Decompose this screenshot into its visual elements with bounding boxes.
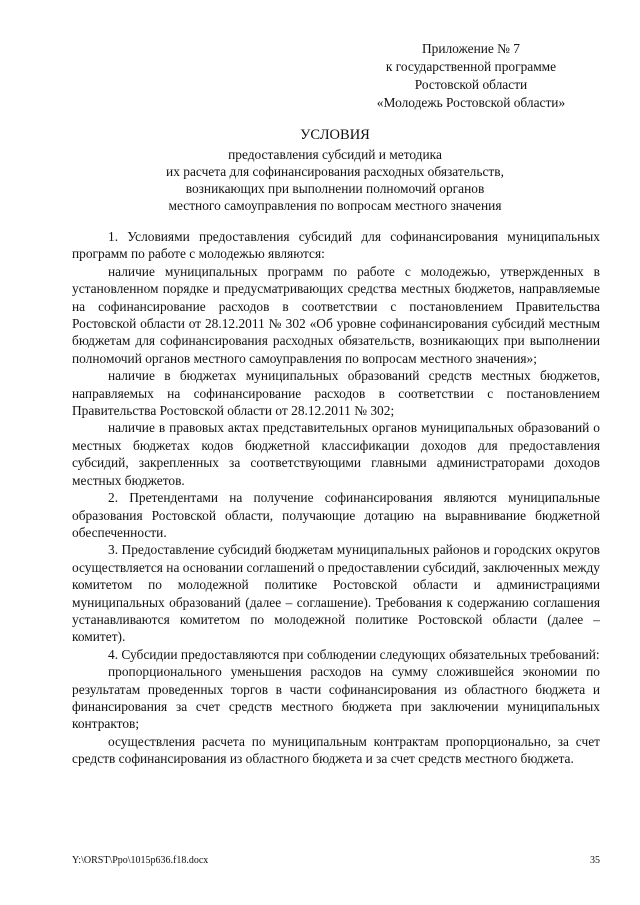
body-paragraph: осуществления расчета по муниципальным контрактам пропорционально, за счет средств софинансирования из областного бюджета и за счет средств местного бюджета. — [72, 733, 600, 767]
body-paragraph: 1. Условиями предоставления субсидий для софинансирования муниципальных программ по работе с молодежью являются: — [72, 229, 600, 262]
body-paragraph: 3. Предоставление субсидий бюджетам муниципальных районов и городских округов осуществляется на основании соглашений о предоставлении субсидий, заключенных между комитетом по молодежной политике Ростовской области и администрациями муниципальных образований (далее – соглашение). Требования к содержанию соглашения устанавливаются комитетом по молодежной политике Ростовской области (далее – комитет). — [72, 542, 600, 645]
title-subtitle-line: возникающих при выполнении полномочий органов — [185, 181, 485, 196]
body-paragraph: пропорционального уменьшения расходов на сумму сложившейся экономии по результатам проведенных торгов в части софинансирования из областного бюджета и финансирования за счет средств местного бюджета при заключении муниципальных контрактов; — [72, 664, 600, 732]
title-subtitle-line: их расчета для софинансирования расходных обязательств, — [166, 164, 504, 179]
appendix-line: Ростовской области — [414, 77, 528, 92]
appendix-line: Приложение № 7 — [421, 41, 521, 56]
body-paragraph: наличие в правовых актах представительных органов муниципальных образований о местных бюджетах кодов бюджетной классификации доходов для предоставления субсидий, закрепленных за соответствующими главными администраторами доходов местных бюджетов. — [72, 420, 600, 488]
title-subtitle-line: предоставления субсидий и методика — [228, 147, 442, 162]
footer-page-number: 35 — [590, 855, 600, 866]
footer-file-path: Y:\ORST\Ppo\1015p636.f18.docx — [72, 855, 209, 866]
document-title — [70, 126, 600, 214]
body-paragraph: наличие в бюджетах муниципальных образований средств местных бюджетов, направляемых на софинансирование расходов в соответствии с постановлением Правительства Ростовской области от 28.12.2011 № 302; — [72, 368, 600, 419]
appendix-line: к государственной программе — [385, 59, 557, 74]
document-body — [72, 228, 600, 768]
appendix-line: «Молодежь Ростовской области» — [376, 95, 566, 110]
body-paragraph: наличие муниципальных программ по работе с молодежью, утвержденных в установленном порядке и предусматривающих средства местных бюджетов, направляемые на софинансирование расходов в соответствии с постановлением Правительства Ростовской области от 28.12.2011 № 302 «Об уровне софинансирования субсидий местным бюджетам для софинансирования расходных обязательств, возникающих при выполнении полномочий органов местного самоуправления по вопросам местного значения»; — [72, 263, 600, 366]
appendix-header — [340, 40, 602, 112]
body-paragraph: 4. Субсидии предоставляются при соблюдении следующих обязательных требований: — [108, 646, 600, 662]
title-subtitle-line: местного самоуправления по вопросам местного значения — [168, 198, 502, 213]
title-heading: УСЛОВИЯ — [300, 127, 370, 143]
body-paragraph: 2. Претендентами на получение софинансирования являются муниципальные образования Ростовской области, получающие дотацию на выравнивание бюджетной обеспеченности. — [72, 490, 600, 540]
